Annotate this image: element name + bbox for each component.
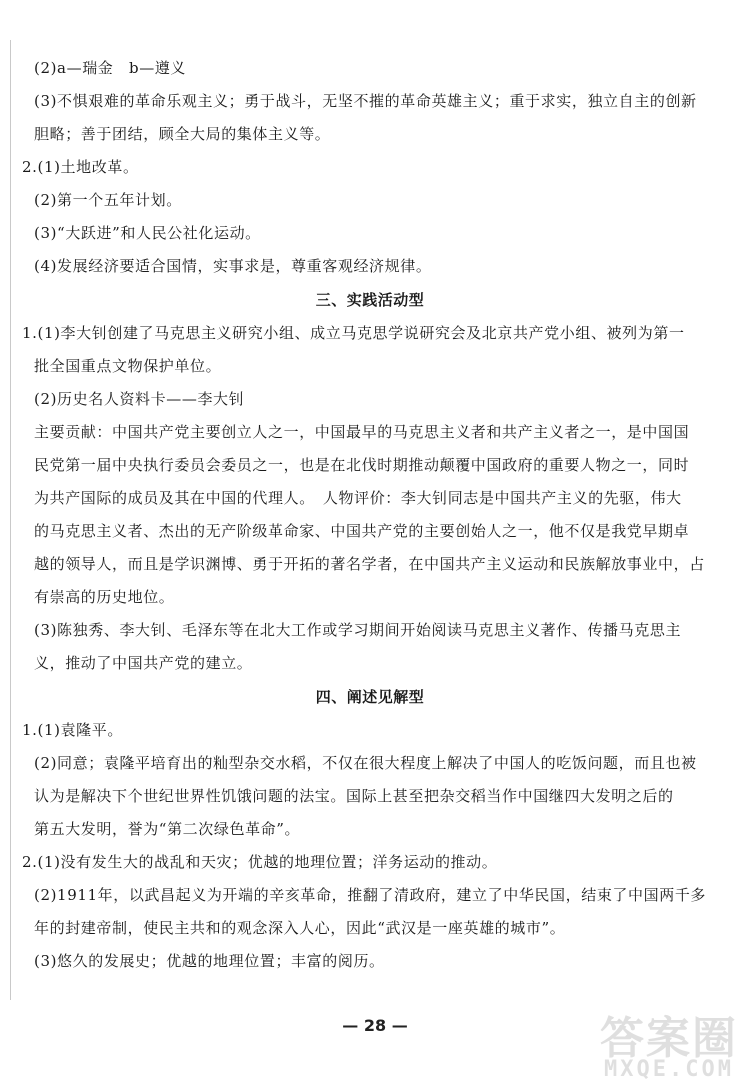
section-heading: 四、阐述见解型 [315,688,425,706]
section-heading: 三、实践活动型 [315,291,425,309]
answer-line: (2)同意；袁隆平培育出的籼型杂交水稻，不仅在很大程度上解决了中国人的吃饭问题，而且也被 [34,754,697,772]
answer-line: 为共产国际的成员及其在中国的代理人。 人物评价：李大钊同志是中国共产主义的先驱，伟大 [34,489,682,507]
answer-line: 2.(1)土地改革。 [22,158,139,176]
answer-line: 义，推动了中国共产党的建立。 [34,654,253,672]
watermark-text-bottom: MXQE.COM [604,1057,734,1082]
answer-line: (2)历史名人资料卡——李大钊 [34,390,245,408]
answer-line: 的马克思主义者、杰出的无产阶级革命家、中国共产党的主要创始人之一，他不仅是我党早期卓 [34,522,690,540]
answer-line: 认为是解决下个世纪世界性饥饿问题的法宝。国际上甚至把杂交稻当作中国继四大发明之后的 [34,787,674,805]
watermark-text-top: 答案圈 [600,1013,738,1064]
answer-content [22,52,718,978]
answer-line: 年的封建帝制，使民主共和的观念深入人心，因此“武汉是一座英雄的城市”。 [34,919,566,937]
answer-line: (4)发展经济要适合国情，实事求是，尊重客观经济规律。 [34,257,432,275]
answer-line: 2.(1)没有发生大的战乱和天灾；优越的地理位置；洋务运动的推动。 [22,853,498,871]
page-number: — 28 — [342,1016,408,1035]
answer-line: (2)第一个五年计划。 [34,191,182,209]
answer-line: 批全国重点文物保护单位。 [34,357,222,375]
answer-line: 主要贡献：中国共产党主要创立人之一，中国最早的马克思主义者和共产主义者之一，是中国国 [34,423,690,441]
answer-line: 1.(1)李大钊创建了马克思主义研究小组、成立马克思学说研究会及北京共产党小组、被列为第一 [22,324,685,342]
answer-line: (3)不惧艰难的革命乐观主义；勇于战斗，无坚不摧的革命英雄主义；重于求实，独立自主的创新 [34,92,697,110]
answer-line: (3)陈独秀、李大钊、毛泽东等在北大工作或学习期间开始阅读马克思主义著作、传播马克思主 [34,621,682,639]
answer-line: 有崇高的历史地位。 [34,588,175,606]
answer-line: 第五大发明，誉为“第二次绿色革命”。 [34,820,301,838]
answer-line: (3)“大跃进”和人民公社化运动。 [34,224,261,242]
answer-line: (2)a—瑞金 b—遵义 [34,59,186,77]
answer-line: 胆略；善于团结，顾全大局的集体主义等。 [34,125,331,143]
watermark-logo [568,1002,738,1082]
answer-line: (2)1911年，以武昌起义为开端的辛亥革命，推翻了清政府，建立了中华民国，结束了中国两千多 [34,886,707,904]
answer-line: 民党第一届中央执行委员会委员之一，也是在北伐时期推动颠覆中国政府的重要人物之一，同时 [34,456,690,474]
answer-line: (3)悠久的发展史；优越的地理位置；丰富的阅历。 [34,952,385,970]
answer-line: 越的领导人，而且是学识渊博、勇于开拓的著名学者，在中国共产主义运动和民族解放事业中，占 [34,555,705,573]
answer-line: 1.(1)袁隆平。 [22,721,123,739]
margin-rule [10,40,11,1000]
